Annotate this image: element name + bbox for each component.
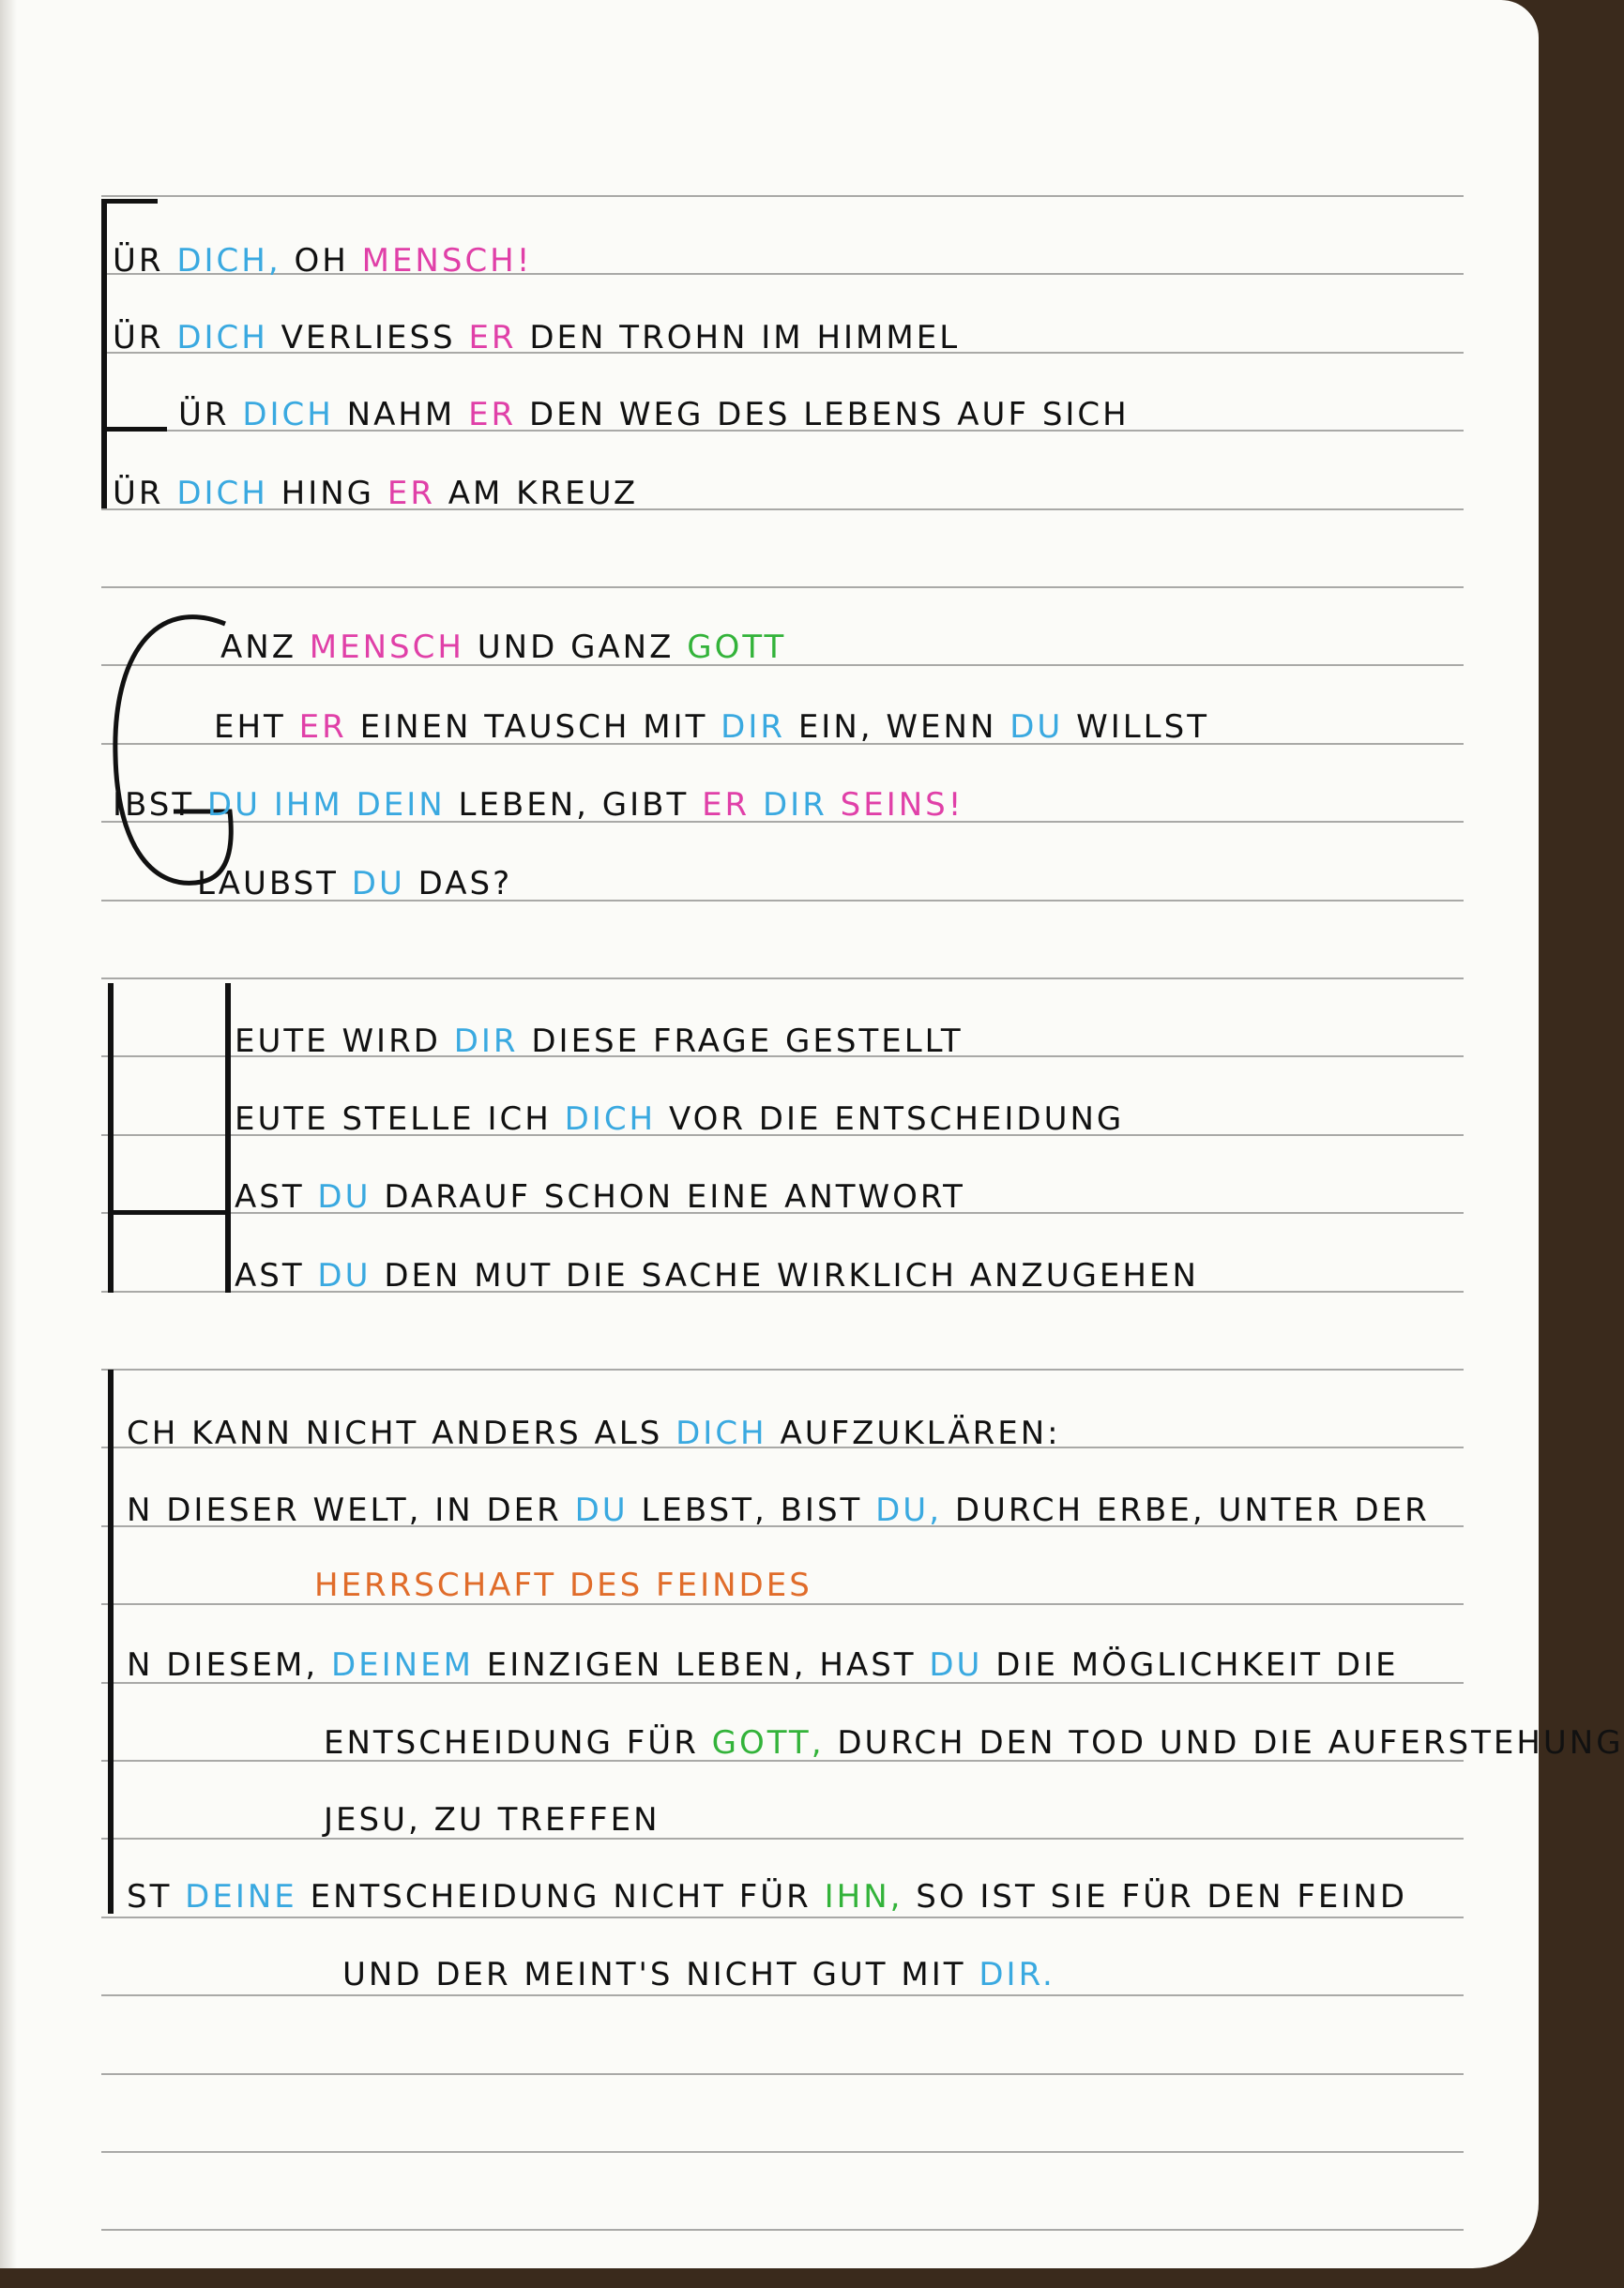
ruled-line — [101, 195, 1464, 197]
stanza-line: ÜR DICH NAHM ER DEN WEG DES LEBENS AUF SICH — [178, 396, 1130, 433]
ruled-line — [101, 1369, 1464, 1371]
stanza-line: EUTE STELLE ICH DICH VOR DIE ENTSCHEIDUNG — [235, 1100, 1125, 1138]
stanza-line: ÜR DICH HING ER AM KREUZ — [113, 475, 639, 512]
ruled-line — [101, 1917, 1464, 1918]
initial-i-stroke — [108, 1370, 114, 1914]
stanza-line: EUTE WIRD DIR DIESE FRAGE GESTELLT — [235, 1023, 964, 1060]
stanza-line: HERRSCHAFT DES FEINDES — [314, 1567, 812, 1604]
stanza-line: ST DEINE ENTSCHEIDUNG NICHT FÜR IHN, SO IST SIE FÜR DEN FEIND — [127, 1878, 1408, 1916]
ruled-line — [101, 1994, 1464, 1996]
ruled-line — [101, 977, 1464, 979]
ruled-line — [101, 2151, 1464, 2153]
ruled-line — [101, 2073, 1464, 2075]
stanza-line: N DIESEM, DEINEM EINZIGEN LEBEN, HAST DU DIE MÖGLICHKEIT DIE — [127, 1646, 1399, 1684]
ruled-line — [101, 586, 1464, 588]
ruled-line — [101, 2229, 1464, 2231]
initial-h-bar — [108, 1210, 230, 1215]
stanza-line: ÜR DICH, OH MENSCH! — [113, 242, 533, 280]
stanza-line: CH KANN NICHT ANDERS ALS DICH AUFZUKLÄREN: — [127, 1415, 1061, 1452]
stanza-line: AST DU DEN MUT DIE SACHE WIRKLICH ANZUGEHEN — [235, 1257, 1199, 1295]
stanza-line: LAUBST DU DAS? — [197, 865, 513, 902]
stanza-line: IBST DU IHM DEIN LEBEN, GIBT ER DIR SEINS! — [113, 786, 964, 824]
initial-f-stroke — [101, 199, 107, 508]
stanza-line: ENTSCHEIDUNG FÜR GOTT, DURCH DEN TOD UND DIE AUFERSTEHUNG — [324, 1724, 1624, 1762]
initial-g-glyph — [99, 600, 239, 901]
stanza-line: ÜR DICH VERLIESS ER DEN TROHN IM HIMMEL — [113, 319, 961, 356]
initial-f-bar-top — [101, 199, 158, 204]
initial-h-stroke-right — [225, 983, 231, 1293]
ruled-line — [101, 1838, 1464, 1840]
stanza-line: AST DU DARAUF SCHON EINE ANTWORT — [235, 1178, 965, 1216]
stanza-line: UND DER MEINT'S NICHT GUT MIT DIR. — [342, 1956, 1055, 1993]
stanza-line: EHT ER EINEN TAUSCH MIT DIR EIN, WENN DU WILLST — [214, 708, 1209, 746]
stanza-line: JESU, ZU TREFFEN — [324, 1801, 660, 1839]
initial-f-bar-mid — [101, 427, 167, 432]
stanza-line: ANZ MENSCH UND GANZ GOTT — [220, 629, 787, 666]
initial-h-stroke-left — [108, 983, 114, 1293]
stanza-line: N DIESER WELT, IN DER DU LEBST, BIST DU, DURCH ERBE, UNTER DER — [127, 1492, 1430, 1529]
